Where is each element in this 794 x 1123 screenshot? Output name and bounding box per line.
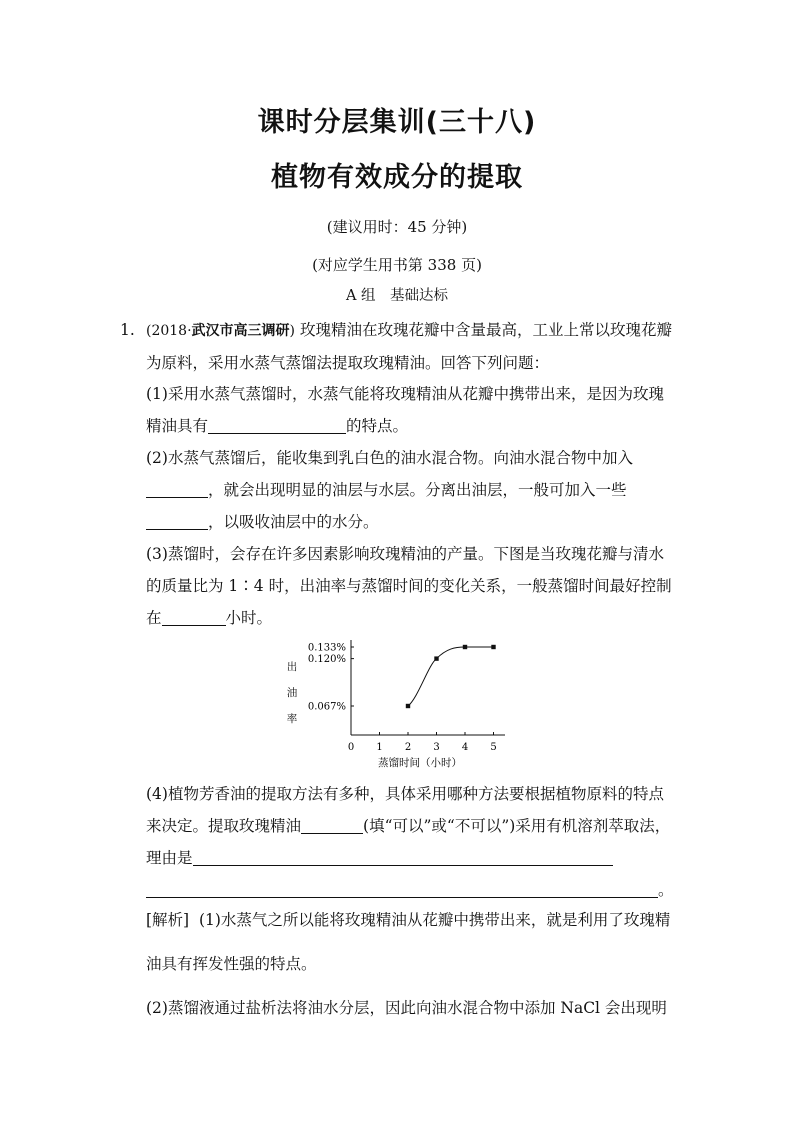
x-axis-label: 蒸馏时间（小时） [378, 757, 462, 769]
x-tick-label: 5 [490, 742, 497, 753]
group-heading: A 组 基础达标 [345, 288, 449, 304]
answer-blank-2[interactable] [146, 479, 208, 498]
question-stem [146, 314, 676, 379]
answer-blank-5[interactable] [301, 815, 363, 834]
analysis-part-1: (1)水蒸气之所以能将玫瑰精油从花瓣中携带出来，就是利用了玫瑰精油具有挥发性强的特点。 [146, 911, 671, 973]
answer-blank-3[interactable] [146, 511, 208, 530]
question-number: 1. [120, 321, 135, 339]
y-axis-label-char: 出 [286, 661, 298, 673]
page-subtitle: 植物有效成分的提取 [271, 162, 523, 193]
y-tick-label: 0.120% [307, 654, 346, 666]
analysis-tag: [解析] [146, 911, 190, 929]
part-3: (3)蒸馏时，会存在许多因素影响玫瑰精油的产量。下图是当玫瑰花瓣与清水的质量比为 1∶4 时，出油率与蒸馏时间的变化关系，一般蒸馏时间最好控制在 小时。 [146, 545, 672, 627]
y-axis-label-char: 率 [286, 713, 298, 725]
question-source: (2018·武汉市高三调研) [146, 323, 296, 339]
textbook-reference: (对应学生用书第 338 页) [312, 256, 482, 274]
y-tick-label: 0.067% [307, 701, 346, 713]
page-title: 课时分层集训(三十八) [257, 107, 537, 138]
x-tick-label: 1 [376, 742, 383, 753]
y-tick-label: 0.133% [307, 642, 346, 654]
data-point [463, 645, 467, 649]
analysis-part-2: (2)蒸馏液通过盐析法将油水分层，因此向油水混合物中添加 NaCl 会出现明 [146, 999, 667, 1017]
chart-axes [351, 640, 505, 735]
x-tick-label: 0 [347, 742, 355, 753]
series-line [408, 647, 494, 706]
y-axis-label-char: 油 [286, 687, 298, 699]
x-tick-label: 2 [404, 742, 412, 753]
part-1: (1)采用水蒸气蒸馏时，水蒸气能将玫瑰精油从花瓣中携带出来，是因为玫瑰精油具有 的特点。 [146, 385, 664, 435]
data-point [491, 645, 495, 649]
x-tick-label: 4 [461, 742, 469, 753]
question-stem-text: 玫瑰精油在玫瑰花瓣中含量最高，工业上常以玫瑰花瓣为原料，采用水蒸气蒸馏法提取玫瑰精油。回答下列问题： [146, 321, 672, 372]
answer-blank-1[interactable] [208, 415, 346, 434]
answer-blank-4[interactable] [162, 607, 226, 626]
answer-blank-6[interactable] [193, 847, 613, 866]
answer-blank-7[interactable] [146, 879, 658, 898]
oil-yield-chart [280, 632, 520, 772]
data-point [434, 656, 438, 660]
data-point [406, 704, 410, 708]
answer-analysis [146, 898, 676, 1030]
x-tick-label: 3 [433, 742, 440, 753]
part-4: (4)植物芳香油的提取方法有多种，具体采用哪种方法要根据植物原料的特点来决定。提取玫瑰精油 (填“可以”或“不可以”)采用有机溶剂萃取法，理由是 。 [146, 785, 674, 899]
suggested-duration: (建议用时：45 分钟) [326, 218, 468, 236]
part-2: (2)水蒸气蒸馏后，能收集到乳白色的油水混合物。向油水混合物中加入，就会出现明显的油层与水层。分离出油层，一般可加入一些，以吸收油层中的水分。 [146, 449, 633, 531]
